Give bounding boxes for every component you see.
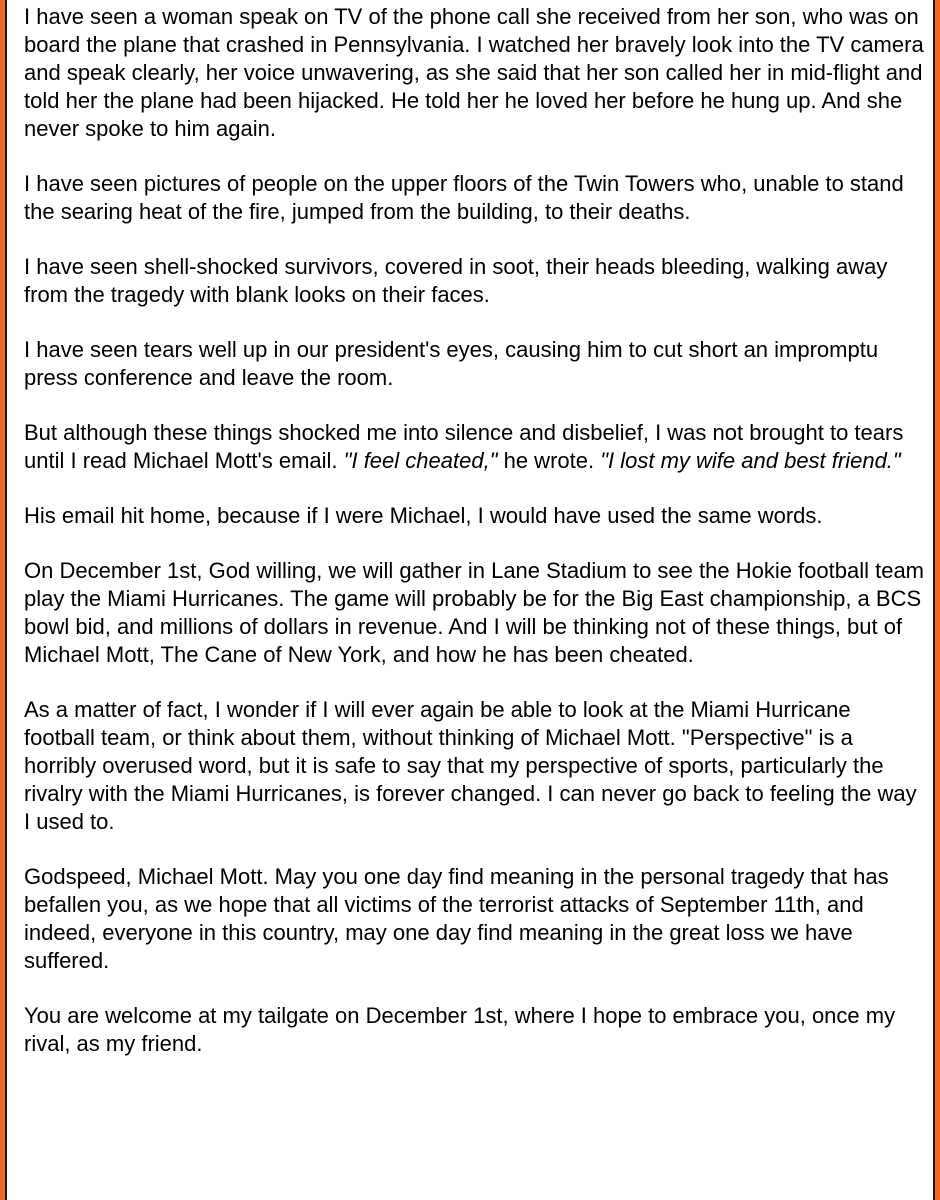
email-quote-cheated: "I feel cheated,": [343, 448, 498, 473]
paragraph-tailgate: You are welcome at my tailgate on December 1st, where I hope to embrace you, once my rival, as my friend.: [24, 1003, 896, 1056]
paragraph-email: [24, 419, 924, 475]
article-body: [24, 0, 924, 1085]
paragraph-lane-stadium: On December 1st, God willing, we will gather in Lane Stadium to see the Hokie football team play the Miami Hurricanes. The game will probably be for the Big East championship, a BCS bowl bid, and millions of dollars in revenue. And I will be thinking not of these things, but of Michael Mott, The Cane of New York, and how he has been cheated.: [24, 558, 925, 667]
left-border-decoration: [0, 0, 5, 1200]
email-text-b: he wrote.: [497, 448, 601, 473]
paragraph-survivors: I have seen shell-shocked survivors, covered in soot, their heads bleeding, walking away from the tragedy with blank looks on their faces.: [24, 254, 888, 307]
paragraph-perspective: As a matter of fact, I wonder if I will ever again be able to look at the Miami Hurricane football team, or think about them, without thinking of Michael Mott. "Perspective" is a horribly overused word, but it is safe to say that my perspective of sports, particularly the rivalry with the Miami Hurricanes, is forever changed. I can never go back to feeling the way I used to.: [24, 697, 917, 834]
email-quote-wife: "I lost my wife and best friend.": [600, 448, 901, 473]
paragraph-president: I have seen tears well up in our president's eyes, causing him to cut short an impromptu press conference and leave the room.: [24, 337, 879, 390]
paragraph-godspeed: Godspeed, Michael Mott. May you one day find meaning in the personal tragedy that has befallen you, as we hope that all victims of the terrorist attacks of September 11th, and indeed, everyone in this country, may one day find meaning in the great loss we have suffered.: [24, 864, 889, 973]
email-text-a: But although these things shocked me into silence and disbelief, I was not brought to tears until I read Michael Mott's email.: [24, 420, 904, 473]
paragraph-twin-towers: I have seen pictures of people on the upper floors of the Twin Towers who, unable to stand the searing heat of the fire, jumped from the building, to their deaths.: [24, 171, 904, 224]
right-border-decoration: [935, 0, 940, 1200]
paragraph-phone-call: I have seen a woman speak on TV of the phone call she received from her son, who was on board the plane that crashed in Pennsylvania. I watched her bravely look into the TV camera and speak clearly, her voice unwavering, as she said that her son called her in mid-flight and told her the plane had been hijacked. He told her he loved her before he hung up. And she never spoke to him again.: [24, 4, 924, 141]
paragraph-hit-home: His email hit home, because if I were Michael, I would have used the same words.: [24, 503, 823, 528]
